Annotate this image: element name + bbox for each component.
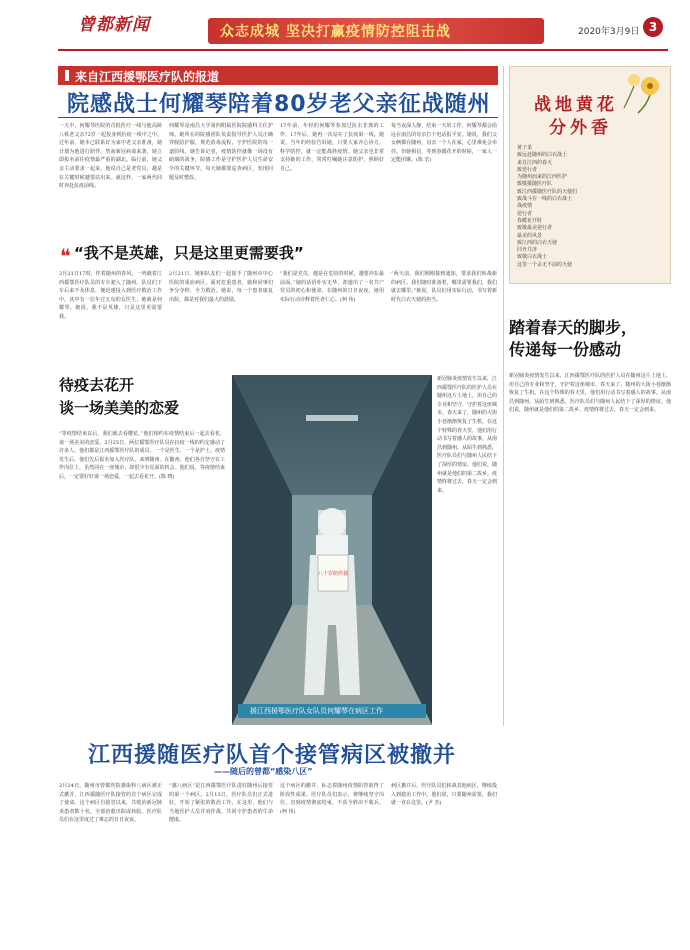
masthead <box>0 0 690 62</box>
sidebar-item: 致江西的白衣天使 <box>517 239 558 246</box>
photo-card-text: 八十岁陪伴我 <box>317 571 349 577</box>
bottom-headline: 江西援随医疗队首个接管病区被撤并 <box>88 743 457 768</box>
sidebar-item: 致江西援随医疗队的天使们 <box>517 188 578 195</box>
sidebar-item: 春暖花开时 <box>517 217 543 224</box>
sidebar-item: 致逆行者 <box>517 166 538 173</box>
article2-column-3: “我们是党员，越是在危险的时候，越要冲在最前面。”她的话语朴实无华，却道出了一名共产党员的初心和使命。在随州的日日夜夜，她用实际行动诠释着医者仁心。(柯 伟) <box>280 271 384 303</box>
section-marker-icon <box>65 70 69 81</box>
article4-column-2: “感八病区”是江西援鄂医疗队进驻随州后接管的第一个病区。2月13日，医疗队员们正式进驻，开始了紧张的救治工作。在这里，他们与当地医护人员并肩作战，共同守护患者的生命健康。 <box>169 783 273 824</box>
spring-headline-2: 传递每一份感动 <box>509 340 622 359</box>
quote-mark-icon: ❝ <box>60 244 71 268</box>
photo-illustration <box>232 375 432 725</box>
article2-column-1: 2月21日17时，伴着随州的春风，一列载着江西援鄂医疗队员的专车驶入了随州。队员们下车后来不及休息，便迅速投入到医疗救治工作中。其中有一位年过五旬的女医生，她就是何耀琴。她说，我不是英雄，只是这里更需要我。 <box>59 271 162 320</box>
sidebar-item: 致敬援随医疗队 <box>517 181 553 188</box>
article2-column-4: “两天前，我们刚刚接到通知，要求我们转战新的病区。我们随时准备着，哪里需要我们，我们就去哪里。”她说。队员们用实际行动，书写着新时代白衣天使的担当。 <box>391 271 497 303</box>
article1-column-2: 何耀琴是南昌大学第四附属医院院感科主任护师。她所在的院感团队负责指导医护人员正确穿脱防护服，规范消毒流程，守护医院的每一道防线。她告诉记者，疫情防控就像一场没有硝烟的战争，院感工作是守护医护人员生命安全的关键环节。每天她都要巡查病区，发现问题及时整改。 <box>169 123 273 181</box>
article1-column-4: 每当夜深人静，结束一天的工作，何耀琴都会给远在南昌的母亲打个电话报平安。她说，我们父女俩都在随州，母亲一个人在家，心里难免会牵挂。但她相信，等到春暖花开的时候，一家人一定能团聚。(陈 宏) <box>391 123 497 164</box>
love-story-headline-1: 待疫去花开 <box>59 376 135 394</box>
love-story-headline-2: 谈一场美美的恋爱 <box>59 399 180 417</box>
spring-headline-1: 踏着春天的脚步， <box>509 318 638 337</box>
article1-column-1: 一天中，何耀琴医院的首批医疗一线与他高龄八秩老父亲72岁一起投身到抗疫一线中之中。过年前，她本已联系好为家中老父亲准备，她计划为他进行陪伴，然而新冠病毒来袭，她立即报名前往疫情最严重的湖北。临行前，她父亲主动要求一起来，他说自己是老党员，越是在关键时候越要站出来。就这样，一家两代同时奔赴抗疫前线。 <box>59 123 162 190</box>
quote-headline: “我不是英雄，只是这里更需要我” <box>74 244 304 262</box>
article4-column-4: 病区撤并后，医疗队员们转战其他病区，继续投入到救治工作中。他们说，只要随州需要，我们就一直在这里。(尹 杰) <box>391 783 497 807</box>
sidebar-item: 致敬白衣战士 <box>517 254 548 261</box>
sidebar-item: 同舟共济 <box>517 247 538 254</box>
article4-column-3: 这个病区的撤并，标志着随州疫情防控取得了阶段性成果。医疗队员们表示，将继续坚守岗位，直到疫情彻底结束，不获全胜决不收兵。(柯 伟) <box>280 783 384 815</box>
article3-continued: 新冠肺炎疫情发生以来，江西援鄂医疗队的医护人员在随州这片土地上，用自己的专业和坚守，守护着这座城市。春天来了，随州的大街小巷渐渐恢复了生机。在这个特殊的春天里，他们用行动书写着感人的故事。从南昌到随州，从陌生到熟悉，医疗队员们与随州人民结下了深厚的情谊。他们说，随州就是他们的第二故乡。疫情终将过去，春天一定会到来。 <box>437 376 497 494</box>
masthead-divider <box>58 49 668 51</box>
sidebar-item: 最美的风景 <box>517 232 543 239</box>
page-number: 3 <box>643 17 663 37</box>
flower-icon <box>610 68 668 114</box>
column-divider <box>503 66 504 726</box>
section-header <box>58 66 498 85</box>
sidebar-item: 致敬最美逆行者 <box>517 225 553 232</box>
sidebar-title-2: 分外香 <box>549 118 612 138</box>
sidebar-title-1: 战地黄花 <box>534 95 618 115</box>
love-story-body: “等疫情结束以后，我们就去看樱花。”他们相约在疫情结束后一起去看花，谈一场美美的恋爱。2月25日，两位援鄂医疗队员在抗疫一线的约定感动了许多人。他们都是江西援鄂医疗队的成员，一个是医生，一个是护士。疫情发生后，他们先后报名加入医疗队，来到随州。在随州，他们各自坚守在工作岗位上，虽然同在一座城市，却很少有见面的机会。他们说，等疫情结束后，一定要好好谈一场恋爱，一起去看花开。(陈 晓) <box>59 431 225 480</box>
hallway-photo <box>232 375 432 725</box>
newspaper-logo: 曾都新闻 <box>78 15 150 35</box>
spring-article-body: 新冠肺炎疫情发生以来，江西援鄂医疗队的医护人员在随州这片土地上，用自己的专业和坚守，守护着这座城市。春天来了，随州的大街小巷渐渐恢复了生机。在这个特殊的春天里，他们用行动书写着感人的故事。从南昌到随州，从陌生到熟悉，医疗队员们与随州人民结下了深厚的情谊。他们说，随州就是他们的第二故乡。疫情终将过去，春天一定会到来。 <box>509 373 671 414</box>
sidebar-item: 逆行者 <box>517 210 533 217</box>
article2-column-2: 2月21日，她和队友们一起接手了随州市中心医院的重症病区，面对危重患者，她和同事们争分夺秒，全力救治。她说，每一个患者康复出院，都是对我们最大的鼓励。 <box>169 271 273 303</box>
slogan-text: 众志成城 坚决打赢疫情防控阻击战 <box>220 24 451 40</box>
sidebar-item: 致战斗在一线的白衣战士 <box>517 196 573 203</box>
main-headline: 院感战士何耀琴陪着80岁老父亲征战随州 <box>67 92 491 117</box>
section-label: 来自江西援鄂医疗队的报道 <box>75 70 220 84</box>
article1-column-3: 17年前，年轻的何耀琴参加过抗击非典的工作。17年后，她再一次站在了抗疫第一线。她说，当年的经验告诉她，只要大家齐心协力，科学防控，就一定能战胜疫情。她父亲也非常支持她的工作，常常叮嘱她注意防护，照顾好自己。 <box>280 123 384 172</box>
headline-divider <box>58 117 498 118</box>
sidebar-item: 致远赴随州的白衣战士 <box>517 152 568 159</box>
issue-date: 2020年3月9日 <box>578 27 640 37</box>
sidebar-item: 黄子柔 <box>517 145 533 151</box>
sidebar-item: 为随州而来的江西医护 <box>517 174 568 181</box>
article4-column-1: 2月24日，随州市曾都医院感染科八病区被正式撤并，江西援随医疗队接管的首个病区完成了使命。这个病区自接管以来，共收治新冠肺炎患者数十名，全部治愈出院或转院。医疗队员们在这里度过了难忘的日日夜夜。 <box>59 783 162 824</box>
sidebar-item: 这里一个杀无不前的天使 <box>517 261 573 268</box>
sidebar-item: 来自江西的春天 <box>517 159 553 166</box>
photo-caption: 援江西援鄂医疗队女队员何耀琴在病区工作 <box>250 707 383 715</box>
sidebar-item: 战疫情 <box>517 203 533 210</box>
bottom-subheadline: ——随后的曾都“感染八区” <box>214 767 313 776</box>
sidebar-list <box>517 145 667 269</box>
